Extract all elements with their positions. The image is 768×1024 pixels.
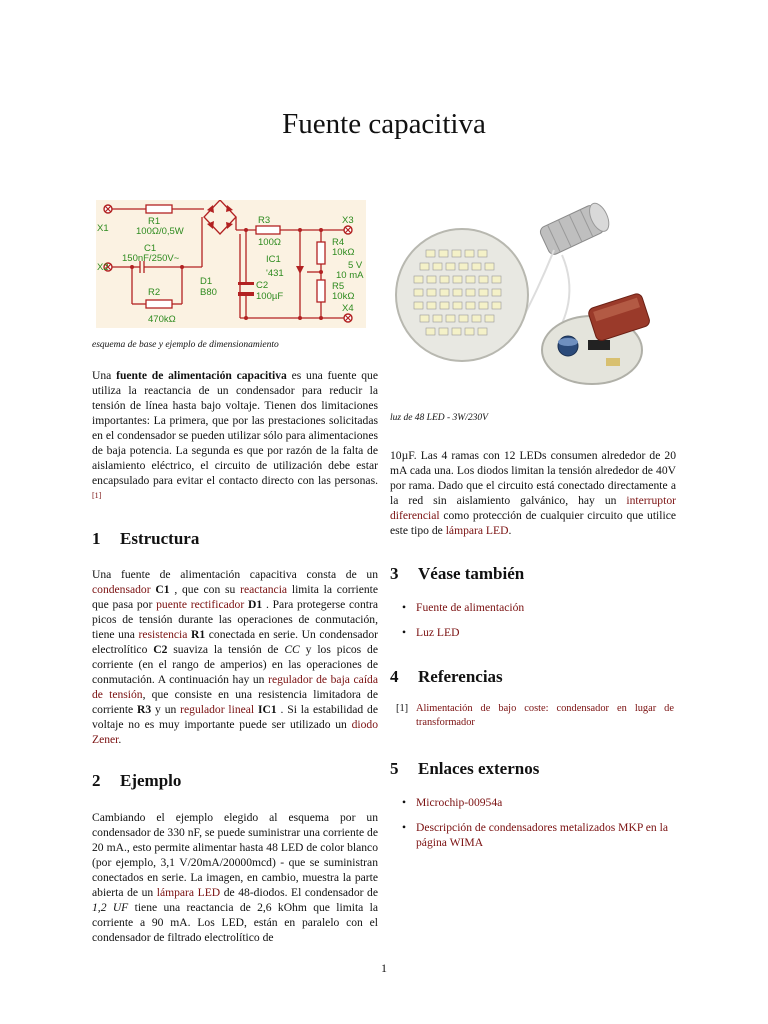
text-run: Cambiando el ejemplo elegido al esquema por un condensador de 330 nF, se puede suministrar una corriente de 20 mA., esto permite alimentar hasta 48 LED de color blanco (por ejemplo, 3,1 V/20mA/20000mcd) - que se suministran conectados en serie. La imagen, en cambio, muestra la parte abierta de un xyxy=(92,811,378,899)
text-run: y los picos de corriente (en el rango de amperios) en las operaciones de conmutación. A continuación hay un xyxy=(92,643,378,686)
component-ref: C2 xyxy=(153,643,168,656)
bullet-icon: • xyxy=(402,601,407,614)
label-c1: C1 xyxy=(144,243,157,254)
section-1-title: Estructura xyxy=(120,529,200,548)
component-ref: R1 xyxy=(191,628,206,641)
section-2-title: Ejemplo xyxy=(120,771,182,790)
intro-text: es una fuente que utiliza la reactancia de un condensador para reducir la tensión de línea hasta bajo voltaje. Tienen dos limitaciones importantes: La primera, que por las prestaciones solicitadas en el condensador se pueden utilizar sólo para alimentaciones de baja potencia. La segunda es que por razón de la falta de aislamiento eléctrico, el circuito de utilización debe estar encapsulado para evitar el contacto directo con las personas. xyxy=(92,369,378,487)
label-r3: R3 xyxy=(258,215,271,226)
label-x4: X4 xyxy=(342,303,354,314)
component-ref: D1 xyxy=(248,598,263,611)
section-1-paragraph xyxy=(92,567,378,747)
reference-item xyxy=(396,702,676,730)
label-c1-value: 150nF/250V~ xyxy=(122,253,180,264)
see-also-link[interactable]: Fuente de alimentación xyxy=(416,601,525,614)
inline-link[interactable]: puente rectificador xyxy=(156,598,245,611)
text-run: . Si la estabilidad de voltaje no es muy importante puede ser utilizado un xyxy=(92,703,378,731)
led-lamp-photo xyxy=(392,200,668,406)
text-run: . Para protegerse contra picos de tensión durante las operaciones de conmutación, tiene una xyxy=(92,598,379,641)
reference-number: [1] xyxy=(396,703,409,714)
text-run: de 48-diodos. El condensador de xyxy=(220,886,378,899)
label-r1: R1 xyxy=(148,216,161,227)
inline-link[interactable]: regulador lineal xyxy=(180,703,255,716)
external-links-list xyxy=(390,795,676,860)
intro-paragraph xyxy=(92,368,378,507)
italic-term: CC xyxy=(284,643,300,656)
section-4-heading xyxy=(390,667,503,687)
component-ref: R3 xyxy=(137,703,152,716)
led-lamp-illustration xyxy=(392,200,668,406)
text-run: tiene una reactancia de 2,6 kOhm que limita la corriente a 90 mA. Los LED, están en paralelo con el condensador de filtrado electrolítico de xyxy=(92,901,378,944)
inline-link[interactable]: diodo Zener xyxy=(92,718,378,746)
section-2-continuation xyxy=(390,448,676,538)
text-run: 10µF. Las 4 ramas con 12 LEDs consumen alrededor de 20 mA cada una. Los diodos limitan la tensión alrededor de 40V por rama. Dado que el circuito está conectado directamente a la red sin aislamiento galvánico, hay un xyxy=(390,449,676,507)
inline-link[interactable]: resistencia xyxy=(138,628,188,641)
label-r4-value: 10kΩ xyxy=(332,247,355,258)
text-run: como protección de cualquier circuito que utilice este tipo de xyxy=(390,509,676,537)
section-3-heading xyxy=(390,564,524,584)
section-1-heading xyxy=(92,529,199,549)
section-2-paragraph xyxy=(92,810,378,945)
see-also-link[interactable]: Luz LED xyxy=(416,626,460,639)
external-link[interactable]: Microchip-00954a xyxy=(416,796,503,809)
circuit-schematic xyxy=(96,200,366,328)
bullet-icon: • xyxy=(402,796,407,809)
text-run: conectada en serie. Un condensador electrolítico xyxy=(92,628,378,656)
intro-term: fuente de alimentación capacitiva xyxy=(116,369,287,382)
external-link[interactable]: Descripción de condensadores metalizados MKP en la página WIMA xyxy=(416,821,668,849)
label-d1: D1 xyxy=(200,276,213,287)
section-4-title: Referencias xyxy=(418,667,503,686)
text-run: Una fuente de alimentación capacitiva consta de un xyxy=(92,568,378,581)
inline-link[interactable]: reactancia xyxy=(240,583,288,596)
text-run: limita la corriente que pasa por xyxy=(92,583,378,611)
section-4-number: 4 xyxy=(390,667,399,686)
see-also-list xyxy=(390,600,676,650)
inline-link[interactable]: interruptor diferencial xyxy=(390,494,676,522)
label-r4: R4 xyxy=(332,237,345,248)
section-5-title: Enlaces externos xyxy=(418,759,540,778)
page-number: 1 xyxy=(381,961,387,975)
text-run: y un xyxy=(151,703,181,716)
text-run: , que con su xyxy=(169,583,241,596)
italic-term: 1,2 UF xyxy=(92,901,129,914)
section-2-number: 2 xyxy=(92,771,101,790)
section-1-number: 1 xyxy=(92,529,101,548)
label-ic1-value: '431 xyxy=(266,268,284,279)
list-item xyxy=(390,795,676,810)
label-r2: R2 xyxy=(148,287,161,298)
label-c2-value: 100µF xyxy=(256,291,284,302)
inline-link[interactable]: lámpara LED xyxy=(156,886,221,899)
bullet-icon: • xyxy=(402,626,407,639)
photo-caption: luz de 48 LED - 3W/230V xyxy=(390,413,488,423)
list-item xyxy=(390,600,676,615)
label-out-current: 10 mA xyxy=(336,270,364,281)
inline-link[interactable]: lámpara LED xyxy=(445,524,509,537)
label-r5: R5 xyxy=(332,281,345,292)
intro-text-start: Una xyxy=(92,369,117,382)
label-r3-value: 100Ω xyxy=(258,237,281,248)
circuit-caption: esquema de base y ejemplo de dimensionamiento xyxy=(92,340,279,350)
text-run: . xyxy=(508,524,512,537)
component-ref: C1 xyxy=(155,583,170,596)
label-r5-value: 10kΩ xyxy=(332,291,355,302)
label-x2: X2 xyxy=(97,262,109,273)
intro-ref-link[interactable]: [1] xyxy=(92,491,102,500)
label-x3: X3 xyxy=(342,215,354,226)
label-ic1: IC1 xyxy=(266,254,281,265)
section-3-number: 3 xyxy=(390,564,399,583)
text-run: , que consiste en una resistencia limitadora de corriente xyxy=(92,688,378,716)
label-x1: X1 xyxy=(97,223,109,234)
text-run: suaviza la tensión de xyxy=(167,643,285,656)
list-item xyxy=(390,625,676,640)
circuit-figure xyxy=(96,200,366,328)
page-title: Fuente capacitiva xyxy=(282,108,486,140)
label-out-voltage: 5 V xyxy=(348,260,363,271)
label-r1-value: 100Ω/0,5W xyxy=(136,226,184,237)
inline-link[interactable]: regulador de baja caída de tensión xyxy=(92,673,378,701)
section-3-title: Véase también xyxy=(418,564,525,583)
component-ref: IC1 xyxy=(258,703,277,716)
reference-link[interactable]: Alimentación de bajo coste: condensador en lugar de transformador xyxy=(416,703,674,728)
label-r2-value: 470kΩ xyxy=(148,314,176,325)
label-d1-value: B80 xyxy=(200,287,217,298)
section-5-number: 5 xyxy=(390,759,399,778)
inline-link[interactable]: condensador xyxy=(92,583,151,596)
bullet-icon: • xyxy=(402,821,407,834)
text-run: . xyxy=(118,733,122,746)
label-c2: C2 xyxy=(256,280,269,291)
section-5-heading xyxy=(390,759,539,779)
section-2-heading xyxy=(92,771,181,791)
list-item xyxy=(390,820,676,850)
